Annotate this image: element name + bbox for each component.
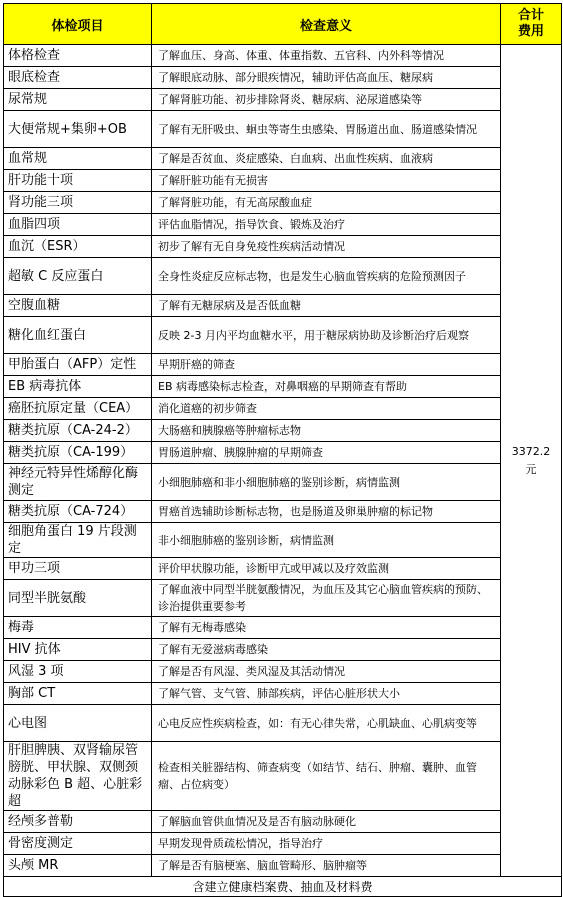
exam-item: 经颅多普勒 [4, 811, 152, 833]
exam-meaning: 了解气管、支气管、肺部疾病，评估心脏形状大小 [152, 683, 501, 705]
exam-item: 糖类抗原（CA-24-2） [4, 420, 152, 442]
exam-item: 血脂四项 [4, 214, 152, 236]
exam-item: HIV 抗体 [4, 639, 152, 661]
table-row [4, 833, 562, 855]
table-row [4, 295, 562, 317]
exam-item: 糖化血红蛋白 [4, 317, 152, 354]
table-row [4, 617, 562, 639]
exam-meaning: 非小细胞肺癌的鉴别诊断，病情监测 [152, 523, 501, 558]
exam-item: 体格检查 [4, 45, 152, 67]
exam-meaning: 评估血脂情况，指导饮食、锻炼及治疗 [152, 214, 501, 236]
exam-item: 肝功能十项 [4, 170, 152, 192]
table-row [4, 742, 562, 811]
exam-item: 癌胚抗原定量（CEA） [4, 398, 152, 420]
exam-item: 细胞角蛋白 19 片段测定 [4, 523, 152, 558]
exam-item: 心电图 [4, 705, 152, 742]
table-row [4, 317, 562, 354]
exam-meaning: 心电反应性疾病检查，如：有无心律失常，心肌缺血、心肌病变等 [152, 705, 501, 742]
exam-meaning: 大肠癌和胰腺癌等肿瘤标志物 [152, 420, 501, 442]
exam-item: 超敏 C 反应蛋白 [4, 258, 152, 295]
table-row [4, 89, 562, 111]
exam-item: 甲胎蛋白（AFP）定性 [4, 354, 152, 376]
exam-item: 空腹血糖 [4, 295, 152, 317]
header-meaning: 检查意义 [152, 4, 501, 45]
exam-item: 眼底检查 [4, 67, 152, 89]
exam-meaning: 了解有无梅毒感染 [152, 617, 501, 639]
table-row [4, 258, 562, 295]
table-row [4, 558, 562, 580]
exam-meaning: 早期发现骨质疏松情况，指导治疗 [152, 833, 501, 855]
exam-meaning: 了解是否贫血、炎症感染、白血病、出血性疾病、血液病 [152, 148, 501, 170]
table-row [4, 376, 562, 398]
table-row [4, 420, 562, 442]
exam-item: 大便常规+集卵+OB [4, 111, 152, 148]
exam-meaning: 全身性炎症反应标志物，也是发生心脑血管疾病的危险预测因子 [152, 258, 501, 295]
exam-item: 肝胆脾胰、双肾输尿管膀胱、甲状腺、双侧颈动脉彩色 B 超、心脏彩超 [4, 742, 152, 811]
exam-item: 梅毒 [4, 617, 152, 639]
table-row [4, 398, 562, 420]
exam-meaning: 小细胞肺癌和非小细胞肺癌的鉴别诊断，病情监测 [152, 464, 501, 501]
table-row [4, 580, 562, 617]
table-row [4, 523, 562, 558]
table-row [4, 45, 562, 67]
table-row [4, 236, 562, 258]
table-row [4, 67, 562, 89]
exam-meaning: 了解是否有脑梗塞、脑血管畸形、脑肿瘤等 [152, 855, 501, 877]
exam-item: 头颅 MR [4, 855, 152, 877]
exam-meaning: 了解有无糖尿病及是否低血糖 [152, 295, 501, 317]
table-row [4, 148, 562, 170]
exam-meaning: 了解眼底动脉、部分眼疾情况，辅助评估高血压、糖尿病 [152, 67, 501, 89]
exam-item: 肾功能三项 [4, 192, 152, 214]
table-row [4, 170, 562, 192]
footer-row [4, 877, 562, 897]
exam-item: 骨密度测定 [4, 833, 152, 855]
exam-meaning: 消化道癌的初步筛查 [152, 398, 501, 420]
table-row [4, 639, 562, 661]
exam-meaning: 了解血压、身高、体重、体重指数、五官科、内外科等情况 [152, 45, 501, 67]
exam-meaning: 了解肾脏功能、初步排除肾炎、糖尿病、泌尿道感染等 [152, 89, 501, 111]
table-row [4, 855, 562, 877]
footer-note: 含建立健康档案费、抽血及材料费 [4, 877, 562, 897]
table-row [4, 501, 562, 523]
exam-item: 神经元特异性烯醇化酶测定 [4, 464, 152, 501]
exam-item: 尿常规 [4, 89, 152, 111]
exam-meaning: 了解脑血管供血情况及是否有脑动脉硬化 [152, 811, 501, 833]
table-row [4, 464, 562, 501]
exam-table-body [4, 45, 562, 897]
table-row [4, 111, 562, 148]
table-row [4, 811, 562, 833]
table-row [4, 705, 562, 742]
exam-meaning: 胃肠道肿瘤、胰腺肿瘤的早期筛查 [152, 442, 501, 464]
header-row [4, 4, 562, 45]
exam-meaning: 反映 2-3 月内平均血糖水平，用于糖尿病协助及诊断治疗后观察 [152, 317, 501, 354]
exam-item: 糖类抗原（CA-724） [4, 501, 152, 523]
exam-meaning: 了解血液中同型半胱氨酸情况，为血压及其它心脑血管疾病的预防、诊治提供重要参考 [152, 580, 501, 617]
exam-item: EB 病毒抗体 [4, 376, 152, 398]
exam-meaning: 了解有无肝吸虫、蛔虫等寄生虫感染、胃肠道出血、肠道感染情况 [152, 111, 501, 148]
table-row [4, 354, 562, 376]
exam-meaning: 评价甲状腺功能，诊断甲亢或甲减以及疗效监测 [152, 558, 501, 580]
table-row [4, 661, 562, 683]
exam-meaning: 了解是否有风湿、类风湿及其活动情况 [152, 661, 501, 683]
exam-item: 血沉（ESR） [4, 236, 152, 258]
table-row [4, 214, 562, 236]
exam-item: 血常规 [4, 148, 152, 170]
total-cost: 3372.2 元 [501, 45, 562, 877]
header-item: 体检项目 [4, 4, 152, 45]
exam-meaning: 初步了解有无自身免疫性疾病活动情况 [152, 236, 501, 258]
exam-meaning: 了解肾脏功能，有无高尿酸血症 [152, 192, 501, 214]
exam-meaning: 胃癌首选辅助诊断标志物，也是肠道及卵巢肿瘤的标记物 [152, 501, 501, 523]
table-row [4, 683, 562, 705]
table-row [4, 442, 562, 464]
exam-item: 胸部 CT [4, 683, 152, 705]
exam-table [3, 3, 562, 897]
exam-meaning: 了解有无爱滋病毒感染 [152, 639, 501, 661]
exam-meaning: 了解肝脏功能有无损害 [152, 170, 501, 192]
header-cost: 合计 费用 [501, 4, 562, 45]
exam-meaning: EB 病毒感染标志检查，对鼻咽癌的早期筛查有帮助 [152, 376, 501, 398]
exam-item: 风湿 3 项 [4, 661, 152, 683]
table-row [4, 192, 562, 214]
exam-meaning: 检查相关脏器结构、筛查病变（如结节、结石、肿瘤、囊肿、血管瘤、占位病变） [152, 742, 501, 811]
exam-item: 同型半胱氨酸 [4, 580, 152, 617]
exam-item: 糖类抗原（CA-199） [4, 442, 152, 464]
exam-item: 甲功三项 [4, 558, 152, 580]
exam-meaning: 早期肝癌的筛查 [152, 354, 501, 376]
